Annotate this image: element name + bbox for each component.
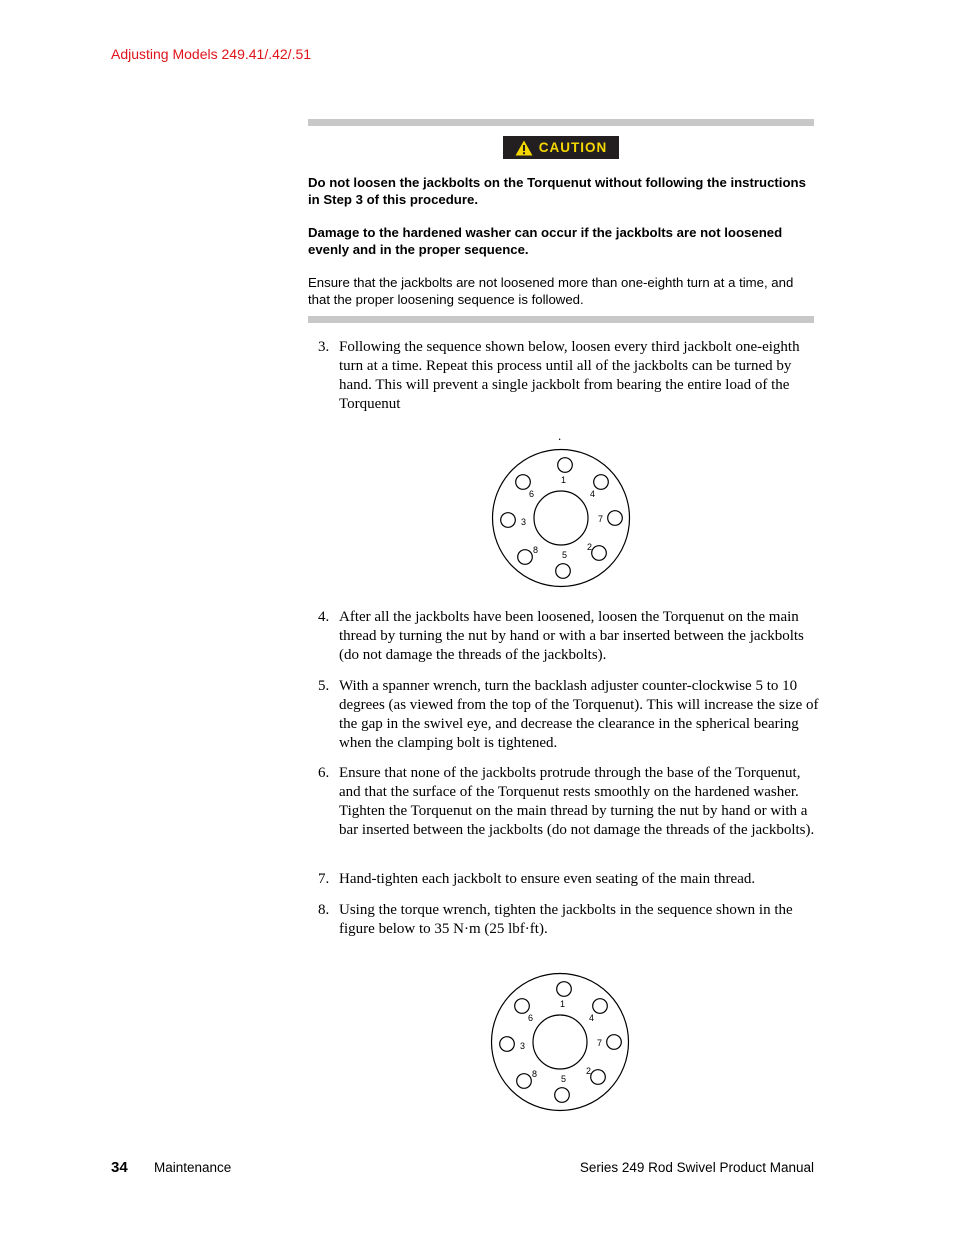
step-text: With a spanner wrench, turn the backlash adjuster counter-clockwise 5 to 10 degrees (as viewed from the top of the Torquenut). This will increase the size of the gap in the swivel eye, and decrease the clearance in the spherical bearing when the clamping bolt is tightened. — [339, 678, 819, 751]
jackbolt — [593, 999, 608, 1014]
bolt-label: 3 — [521, 517, 527, 527]
bolt-label: 8 — [532, 1069, 538, 1079]
tightening-sequence-figure — [489, 972, 633, 1114]
bolt-label: 3 — [520, 1041, 526, 1051]
torquenut-outline — [493, 450, 630, 587]
jackbolt — [501, 513, 516, 528]
step-number: 5. — [318, 678, 330, 694]
procedure-step — [308, 870, 820, 889]
footer-section: Maintenance — [154, 1160, 232, 1175]
bolt-label: 2 — [587, 542, 593, 552]
stray-mark: . — [558, 428, 562, 443]
footer-manual-title: Series 249 Rod Swivel Product Manual — [579, 1160, 814, 1175]
jackbolt — [594, 475, 609, 490]
bolt-label: 6 — [528, 1013, 534, 1023]
procedure-step — [308, 338, 820, 414]
loosening-sequence-figure — [490, 448, 634, 590]
jackbolt — [591, 1070, 606, 1085]
jackbolt — [518, 550, 533, 565]
step-number: 7. — [318, 871, 330, 887]
bolt-label: 4 — [589, 1013, 595, 1023]
step-number: 3. — [318, 339, 330, 355]
step-text: After all the jackbolts have been loosened, loosen the Torquenut on the main thread by turning the nut by hand or with a bar inserted between the jackbolts (do not damage the threads of the jackbolts). — [339, 609, 804, 663]
procedure-step — [308, 764, 820, 840]
step-number: 6. — [318, 765, 330, 781]
procedure-step — [308, 677, 820, 753]
jackbolt — [515, 999, 530, 1014]
main-thread-hole — [533, 1015, 587, 1069]
bolt-label: 2 — [586, 1066, 592, 1076]
step-number: 4. — [318, 609, 330, 625]
caution-badge — [503, 136, 619, 159]
bolt-label: 7 — [598, 514, 604, 524]
step-number: 8. — [318, 902, 330, 918]
jackbolt — [607, 1035, 622, 1050]
jackbolt — [555, 1088, 570, 1103]
caution-paragraph: Ensure that the jackbolts are not loosened more than one-eighth turn at a time, and that the proper loosening sequence is followed. — [308, 275, 794, 307]
jackbolt — [592, 546, 607, 561]
main-thread-hole — [534, 491, 588, 545]
bolt-label: 5 — [562, 550, 568, 560]
jackbolt — [500, 1037, 515, 1052]
warning-icon — [515, 140, 533, 156]
caution-paragraph: Damage to the hardened washer can occur if the jackbolts are not loosened evenly and in the proper sequence. — [308, 225, 783, 257]
torquenut-outline — [492, 974, 629, 1111]
jackbolt — [557, 982, 572, 997]
jackbolt — [517, 1074, 532, 1089]
caution-paragraph: Do not loosen the jackbolts on the Torquenut without following the instructions in Step 3 of this procedure. — [308, 175, 806, 207]
bolt-label: 1 — [560, 999, 566, 1009]
bolt-label: 6 — [529, 489, 535, 499]
jackbolt — [516, 475, 531, 490]
page-number: 34 — [111, 1159, 128, 1176]
step-text: Using the torque wrench, tighten the jackbolts in the sequence shown in the figure below to 35 N·m (25 lbf·ft). — [339, 902, 793, 937]
running-header: Adjusting Models 249.41/.42/.51 — [111, 46, 312, 62]
bolt-label: 5 — [561, 1074, 567, 1084]
bolt-label: 7 — [597, 1038, 603, 1048]
jackbolt — [608, 511, 623, 526]
jackbolt — [558, 458, 573, 473]
procedure-step — [308, 608, 820, 665]
caution-label: CAUTION — [538, 140, 608, 155]
caution-top-rule — [308, 119, 814, 126]
step-text: Ensure that none of the jackbolts protrude through the base of the Torquenut, and that the surface of the Torquenut rests smoothly on the hardened washer. Tighten the Torquenut on the main thread by turning the nut by hand or with a bar inserted between the jackbolts (do not damage the threads of the jackbolts). — [339, 765, 815, 838]
bolt-label: 4 — [590, 489, 596, 499]
caution-bottom-rule — [308, 316, 814, 323]
jackbolt — [556, 564, 571, 579]
bolt-label: 1 — [561, 475, 567, 485]
step-text: Following the sequence shown below, loosen every third jackbolt one-eighth turn at a time. Repeat this process until all of the jackbolts can be turned by hand. This will prevent a single jackbolt from bearing the entire load of the Torquenut — [339, 339, 800, 412]
procedure-step — [308, 901, 820, 939]
bolt-label: 8 — [533, 545, 539, 555]
step-text: Hand-tighten each jackbolt to ensure even seating of the main thread. — [339, 871, 756, 887]
